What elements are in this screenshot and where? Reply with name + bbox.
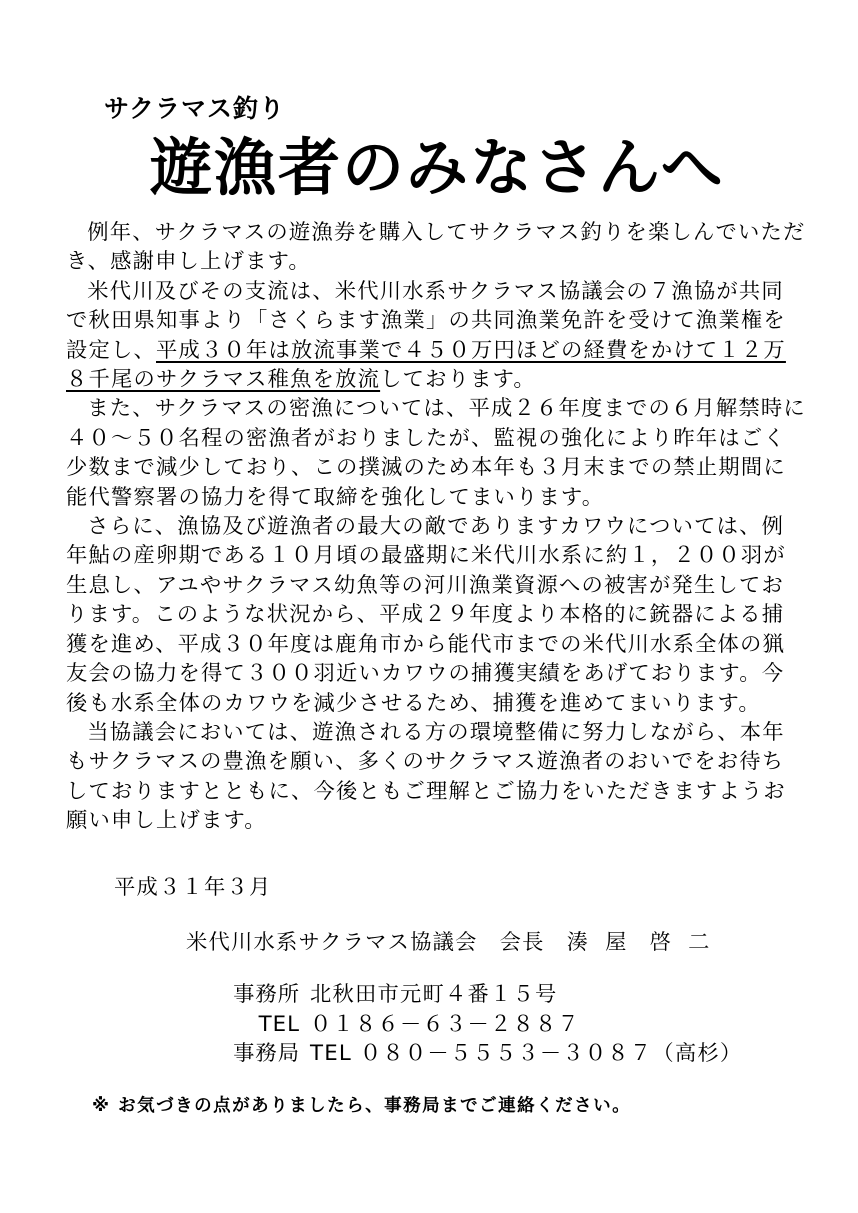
name-char-1: 湊 (566, 930, 590, 955)
release-text-before: 米代川及びその支流は、米代川水系サクラマス協議会の７漁協が共同で秋田県知事より「さくらます漁業」の共同漁業免許を受けて漁業権を設定し、 (66, 278, 786, 363)
bureau-row (208, 1039, 742, 1069)
contact-note: ※ お気づきの点がありましたら、事務局までご連絡ください。 (92, 1096, 632, 1116)
paragraph-closing: 当協議会においては、遊漁される方の環境整備に努力しながら、本年もサクラマスの豊漁を願い、多くのサクラマス遊漁者のおいでをお待ちしておりますとともに、今後ともご理解とご協力をいただきますようお願い申し上げます。 (66, 719, 786, 834)
name-char-3: 啓 (649, 930, 673, 955)
paragraph-cormorant: さらに、漁協及び遊漁者の最大の敵でありますカワウについては、例年鮎の産卵期である１０月頃の最盛期に米代川水系に約１，２００羽が生息し、アユやサクラマス幼魚等の河川漁業資源への被害が発生しております。このような状況から、平成２９年度より本格的に銃器による捕獲を進め、平成３０年度は鹿角市から能代市までの米代川水系全体の猟友会の協力を得て３００羽近いカワウの捕獲実績をあげております。今後も水系全体のカワウを減少させるため、捕獲を進めてまいります。 (66, 514, 786, 716)
subtitle: サクラマス釣り (104, 94, 286, 123)
name-char-2: 屋 (605, 930, 628, 955)
tel-value: ０１８６－６３－２８８７ (310, 1011, 580, 1037)
tel-row (208, 1010, 742, 1040)
organization-name: 米代川水系サクラマス協議会 (186, 930, 478, 955)
issue-date: 平成３１年３月 (114, 875, 272, 900)
paragraph-poaching: また、サクラマスの密漁については、平成２６年度までの６月解禁時に４０～５０名程の密漁者がおりましたが、監視の強化により昨年はごく少数まで減少しており、この撲滅のため本年も３月末までの禁止期間に能代警察署の協力を得て取締を強化してまいります。 (66, 396, 806, 510)
signature (186, 928, 711, 957)
office-address: 北秋田市元町４番１５号 (310, 982, 558, 1007)
office-label: 事務所 (233, 982, 300, 1007)
tel-label: TEL (258, 1011, 300, 1037)
office-row (208, 980, 742, 1010)
release-text-after: しております。 (380, 367, 536, 393)
paragraph-release (66, 277, 806, 395)
body-text (66, 218, 806, 836)
contact-block (208, 980, 742, 1069)
bureau-label: 事務局 (233, 1041, 300, 1066)
page-title: 遊漁者のみなさんへ (150, 131, 725, 204)
name-char-4: 二 (688, 930, 711, 955)
bureau-tel-prefix: TEL (310, 1041, 352, 1066)
bureau-tel-value: ０８０－５５５３－３０８７（高杉） (359, 1041, 743, 1066)
paragraph-thanks: 例年、サクラマスの遊漁券を購入してサクラマス釣りを楽しんでいただき、感謝申し上げます。 (66, 220, 806, 275)
role-label: 会長 (499, 930, 545, 955)
release-underlined-text: 平成３０年は放流事業で４５０万円ほどの経費をかけて１２万８千尾のサクラマス稚魚を放流 (66, 337, 786, 393)
